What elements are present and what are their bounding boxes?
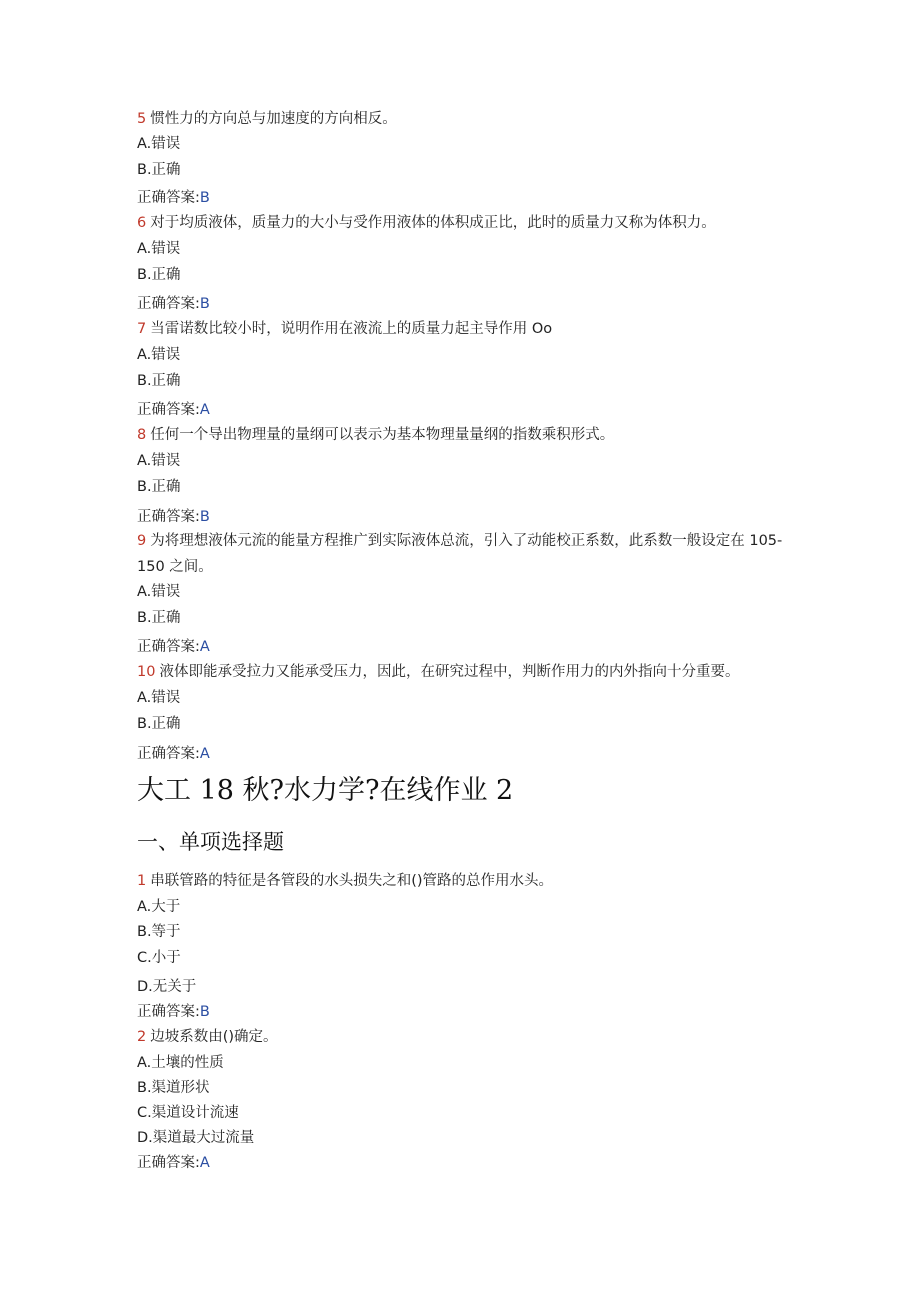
answer-line xyxy=(137,741,797,767)
question-number: 9 xyxy=(137,533,147,549)
option-d: D.无关于 xyxy=(137,979,197,995)
question-7 xyxy=(137,316,797,342)
question-6 xyxy=(137,210,797,236)
question-number: 5 xyxy=(137,111,147,127)
option-c: C.渠道设计流速 xyxy=(137,1105,239,1121)
question-number: 6 xyxy=(137,215,147,231)
answer-label: 正确答案: xyxy=(137,402,200,418)
option-a: A.大于 xyxy=(137,899,181,915)
option-a: A.土壤的性质 xyxy=(137,1055,224,1071)
question-number: 10 xyxy=(137,664,156,680)
question-text: 液体即能承受拉力又能承受压力，因此，在研究过程中，判断作用力的内外指向十分重要。 xyxy=(159,664,740,680)
answer-line xyxy=(137,504,797,530)
answer-label: 正确答案: xyxy=(137,746,200,762)
answer-value: B xyxy=(199,1004,210,1020)
option-a: A.错误 xyxy=(137,241,181,257)
answer-label: 正确答案: xyxy=(137,639,200,655)
answer-label: 正确答案: xyxy=(137,509,200,525)
question-9 xyxy=(137,528,787,580)
option-b: B.正确 xyxy=(137,479,181,495)
answer-label: 正确答案: xyxy=(137,296,200,312)
assignment-title: 大工 18 秋?水力学?在线作业 2 xyxy=(137,775,514,806)
option-d: D.渠道最大过流量 xyxy=(137,1130,255,1146)
answer-value: B xyxy=(199,190,210,206)
answer-value: A xyxy=(199,639,210,655)
option-b: B.渠道形状 xyxy=(137,1080,210,1096)
option-b: B.正确 xyxy=(137,162,181,178)
option-a: A.错误 xyxy=(137,453,181,469)
answer-label: 正确答案: xyxy=(137,1155,200,1171)
answer-value: B xyxy=(199,296,210,312)
question-text: 惯性力的方向总与加速度的方向相反。 xyxy=(150,111,397,127)
answer-line xyxy=(137,397,797,423)
answer-value: A xyxy=(199,402,210,418)
question-text: 为将理想液体元流的能量方程推广到实际液体总流，引入了动能校正系数，此系数一般设定在 105-150 之间。 xyxy=(137,533,783,575)
question-text: 边坡系数由()确定。 xyxy=(150,1029,278,1045)
answer-line xyxy=(137,634,797,660)
option-a: A.错误 xyxy=(137,584,181,600)
question-text: 串联管路的特征是各管段的水头损失之和()管路的总作用水头。 xyxy=(150,873,554,889)
question-5 xyxy=(137,106,797,132)
answer-label: 正确答案: xyxy=(137,1004,200,1020)
question-1 xyxy=(137,868,797,894)
option-a: A.错误 xyxy=(137,347,181,363)
option-a: A.错误 xyxy=(137,690,181,706)
question-text: 当雷诺数比较小时，说明作用在液流上的质量力起主导作用 Oo xyxy=(150,321,553,337)
question-number: 7 xyxy=(137,321,147,337)
answer-line xyxy=(137,185,797,211)
answer-value: A xyxy=(199,746,210,762)
question-number: 8 xyxy=(137,427,147,443)
option-b: B.正确 xyxy=(137,373,181,389)
answer-label: 正确答案: xyxy=(137,190,200,206)
question-8 xyxy=(137,422,797,448)
option-b: B.正确 xyxy=(137,267,181,283)
question-2 xyxy=(137,1024,797,1050)
option-b: B.正确 xyxy=(137,610,181,626)
question-number: 1 xyxy=(137,873,147,889)
question-text: 对于均质液体，质量力的大小与受作用液体的体积成正比，此时的质量力又称为体积力。 xyxy=(150,215,716,231)
question-number: 2 xyxy=(137,1029,147,1045)
option-b: B.正确 xyxy=(137,716,181,732)
option-c: C.小于 xyxy=(137,950,181,966)
answer-line xyxy=(137,999,797,1025)
option-a: A.错误 xyxy=(137,136,181,152)
answer-value: B xyxy=(199,509,210,525)
answer-line xyxy=(137,1150,797,1176)
section-heading: 一、单项选择题 xyxy=(137,830,284,854)
option-b: B.等于 xyxy=(137,924,181,940)
answer-value: A xyxy=(199,1155,210,1171)
answer-line xyxy=(137,291,797,317)
question-10 xyxy=(137,659,797,685)
question-text: 任何一个导出物理量的量纲可以表示为基本物理量量纲的指数乘积形式。 xyxy=(150,427,615,443)
